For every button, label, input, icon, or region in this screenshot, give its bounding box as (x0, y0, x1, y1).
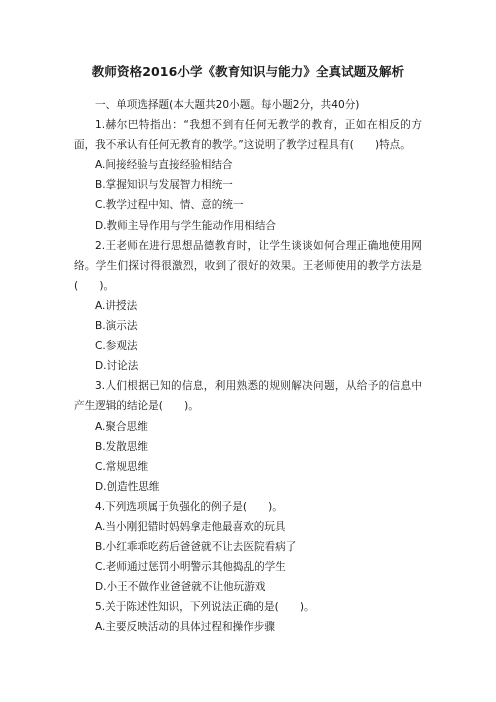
question-4-option-d: D.小王不做作业爸爸就不让他玩游戏 (95, 581, 266, 594)
document-body (74, 95, 422, 638)
question-3-option-b: B.发散思维 (95, 440, 149, 453)
question-4-option-a: A.当小刚犯错时妈妈拿走他最喜欢的玩具 (95, 520, 286, 533)
question-2-option-a: A.讲授法 (95, 299, 138, 312)
question-stem-1: 1.赫尔巴特指出：“我想不到有任何无教学的教育，正如在相反的方面，我不承认有任何无教育的教学。”这说明了教学过程具有( )特点。 (74, 119, 422, 152)
question-2-option-d: D.讨论法 (95, 360, 139, 373)
question-stem-3: 3.人们根据已知的信息，利用熟悉的规则解决问题，从给予的信息中产生逻辑的结论是( )。 (74, 380, 422, 413)
question-stem-2: 2.王老师在进行思想品德教育时，让学生谈谈如何合理正确地使用网络。学生们探讨得很激烈，收到了很好的效果。王老师使用的教学方法是( )。 (74, 239, 422, 292)
section-heading: 一、单项选择题(本大题共20小题。每小题2分，共40分) (95, 99, 360, 111)
question-1-option-c: C.教学过程中知、情、意的统一 (95, 199, 244, 212)
question-3-option-a: A.聚合思维 (95, 420, 148, 433)
question-2-option-c: C.参观法 (95, 340, 138, 353)
question-4-option-c: C.老师通过惩罚小明警示其他捣乱的学生 (95, 561, 286, 574)
question-3-option-d: D.创造性思维 (95, 480, 160, 493)
question-5-option-a: A.主要反映活动的具体过程和操作步骤 (95, 621, 275, 634)
question-2-option-b: B.演示法 (95, 320, 138, 333)
question-4-option-b: B.小红乖乖吃药后爸爸就不让去医院看病了 (95, 541, 297, 554)
question-1-option-b: B.掌握知识与发展智力相统一 (95, 179, 233, 192)
document-title: 教师资格2016小学《教育知识与能力》全真试题及解析 (91, 64, 405, 79)
question-1-option-d: D.教师主导作用与学生能动作用相结合 (95, 219, 277, 232)
question-3-option-c: C.常规思维 (95, 460, 149, 473)
question-stem-4: 4.下列选项属于负强化的例子是( )。 (95, 500, 283, 513)
question-1-option-a: A.间接经验与直接经验相结合 (95, 159, 233, 172)
question-stem-5: 5.关于陈述性知识，下列说法正确的是( )。 (95, 601, 315, 614)
